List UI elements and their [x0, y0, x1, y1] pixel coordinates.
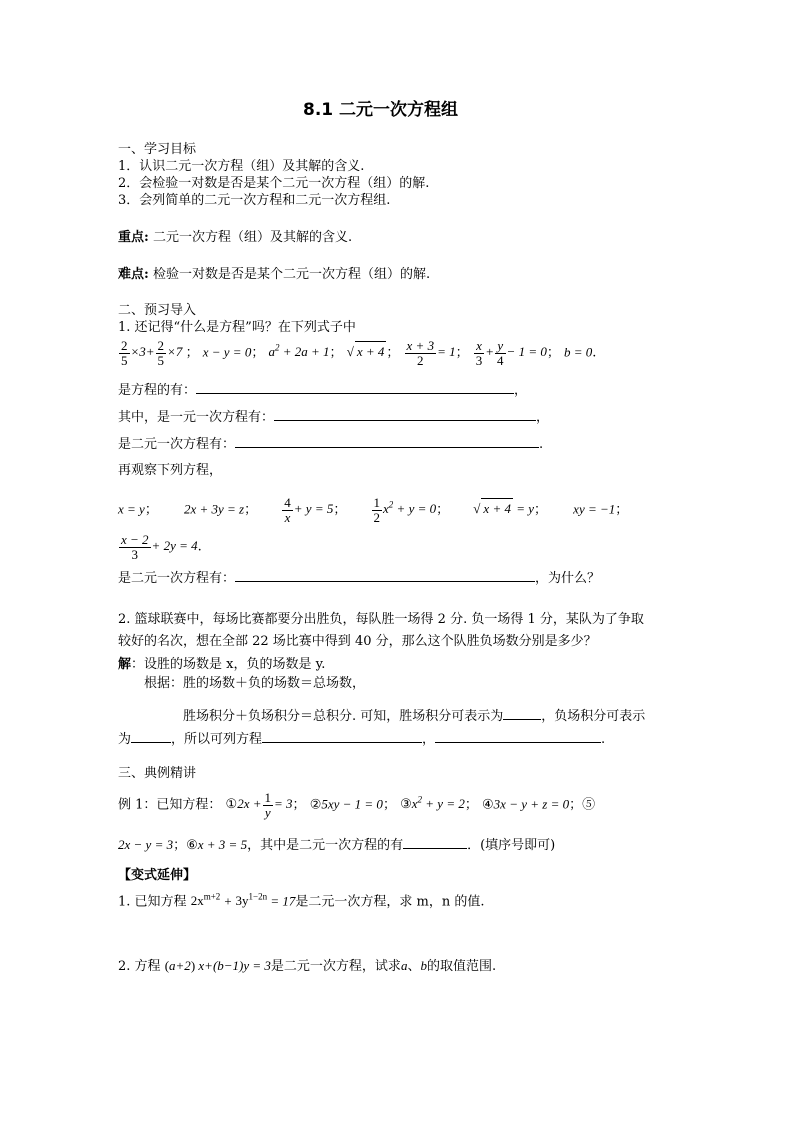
answer-blank-win-score[interactable]: [503, 707, 541, 720]
solution-line: [118, 656, 325, 674]
variant-2: 2. 方程 (a+2) x+(b−1)y = 3是二元一次方程，试求a、b的取值范围.: [118, 958, 497, 974]
answer-label-equations: 是方程的有：: [118, 383, 197, 398]
formula-1e: $\frac{x + 3}{2}$ = 1: [406, 337, 456, 368]
answer-blank-two-var[interactable]: [235, 435, 539, 448]
formula-2e: √ x + 4 = y: [473, 501, 534, 516]
formula-2a: x = y: [118, 501, 145, 517]
example-eq-5: 2x − y = 3: [118, 837, 174, 852]
answer-line-two-var-2: [118, 569, 600, 588]
answer-blank-example-1[interactable]: [403, 836, 467, 849]
formula-1b: x − y = 0: [202, 344, 252, 360]
formula-list-1: $\frac{2}{5}$ ×3+ $\frac{2}{5}$ ×7 ； x − y = 0； $a^2 + 2a + 1$； √ x + 4 ； $\frac{x + 3}{2}$ = 1； $\frac{x}{3}$ + $\frac{y}{4}$ − 1 = 0； b = 0.: [118, 338, 596, 368]
comma: ，: [514, 383, 528, 398]
score-text-c: 为: [118, 732, 132, 747]
variant-2-mid: 是二元一次方程，试求: [270, 959, 401, 974]
key-point: [118, 229, 352, 247]
solution-text: ：设胜的场数是 x，负的场数是 y.: [131, 657, 326, 672]
example-eq-3: $③x^2 + y = 2$: [400, 795, 465, 812]
score-text-f: .: [601, 732, 606, 747]
key-point-text: 二元一次方程（组）及其解的含义.: [152, 230, 353, 245]
score-text-b: ，负场积分可表示: [541, 709, 646, 724]
basis-line: 根据：胜的场数＋负的场数＝总场数，: [144, 676, 366, 691]
observe-text: 再观察下列方程，: [118, 463, 223, 478]
formula-2c: $\frac{4}{x}$ + y = 5: [284, 494, 334, 525]
key-point-label: 重点:: [118, 230, 149, 245]
section-heading-preview: 二、预习导入: [118, 303, 197, 318]
formula-2d: $\frac{1}{2}$ $x^2 + y = 0$: [373, 494, 437, 525]
answer-line-one-var: [118, 408, 549, 427]
answer-line-two-var: [118, 435, 543, 454]
question-2-line-1: 2. 篮球联赛中，每场比赛都要分出胜负，每队胜一场得 2 分. 负一场得 1 分，某队为了争取: [118, 612, 644, 627]
answer-blank-two-var-2[interactable]: [235, 569, 535, 582]
example-1-line-2: 2x − y = 3；⑥x + 3 = 5，其中是二元一次方程的有 ．(填序号即可): [118, 837, 556, 853]
question-2-line-2: 较好的名次，想在全部 22 场比赛中得到 40 分，那么这个队胜负场数分别是多少？: [118, 634, 597, 649]
variant-2-suffix: 的取值范围.: [426, 959, 497, 974]
difficult-point-text: 检验一对数是否是某个二元一次方程（组）的解.: [152, 267, 431, 282]
formula-1f: $\frac{x}{3}$ + $\frac{y}{4}$ − 1 = 0: [475, 337, 547, 368]
answer-blank-lose-score[interactable]: [131, 730, 171, 743]
answer-blank-equation-2[interactable]: [435, 730, 601, 743]
variant-2-sep: 、: [407, 959, 421, 974]
variant-2-equation: (a+2) x+(b−1)y = 3: [164, 958, 271, 973]
variant-1: [118, 888, 485, 911]
section-heading-goals: 一、学习目标: [118, 142, 197, 157]
question-1-intro: 1. 还记得“什么是方程”吗？在下列式子中: [118, 320, 356, 335]
answer-label-one-var: 其中，是一元一次方程有：: [118, 410, 275, 425]
variant-1-prefix: 1. 已知方程: [118, 894, 187, 910]
solution-label: 解: [118, 657, 132, 672]
formula-2g: $\frac{x - 2}{3}$ + 2y = 4: [121, 532, 198, 562]
example-eq-1: ①2x + $\frac{1}{y}$ = 3: [225, 789, 293, 820]
answer-blank-equations[interactable]: [196, 381, 514, 394]
answer-label-two-var-2: 是二元一次方程有：: [118, 571, 236, 586]
example-1-line-1: 例 1：已知方程： ①2x + $\frac{1}{y}$ = 3； ②5xy − 1 = 0； $③x^2 + y = 2$； ④3x − y + z = 0；⑤: [118, 789, 596, 820]
example-1-label: 例 1：已知方程：: [118, 797, 222, 813]
example-eq-6: ⑥x + 3 = 5: [186, 837, 248, 852]
score-text-a: 胜场积分＋负场积分＝总积分. 可知，胜场积分可表示为: [183, 709, 504, 724]
example-hint: ．(填序号即可): [467, 838, 556, 853]
answer-blank-equation-1[interactable]: [262, 730, 422, 743]
goal-item-1: 1．认识二元一次方程（组）及其解的含义.: [118, 159, 365, 174]
difficult-point: [118, 266, 430, 284]
answer-line-equations: [118, 381, 527, 400]
formula-1d: √ x + 4: [347, 344, 387, 359]
formula-2b: 2x + 3y = z: [183, 501, 245, 517]
formula-list-2: x = y； 2x + 3y = z； $\frac{4}{x}$ + y = 5； $\frac{1}{2}$ $x^2 + y = 0$； √ x + 4 = y； xy = −1；: [118, 494, 629, 525]
comma: ，: [536, 410, 550, 425]
example-tail: ，其中是二元一次方程的有: [247, 838, 404, 853]
formula-2f: xy = −1: [573, 501, 616, 517]
section-heading-examples: 三、典例精讲: [118, 766, 197, 781]
variant-1-suffix: 是二元一次方程，求 m，n 的值.: [295, 894, 485, 910]
score-line-1: [183, 707, 645, 726]
formula-1a: $\frac{2}{5}$ ×3+ $\frac{2}{5}$ ×7: [121, 337, 186, 368]
page-title: 8.1 二元一次方程组: [303, 100, 459, 120]
goal-item-3: 3．会列简单的二元一次方程和二元一次方程组.: [118, 193, 391, 208]
example-eq-4: ④3x − y + z = 0: [482, 796, 570, 812]
formula-1g: b = 0: [564, 344, 593, 360]
score-text-d: ，所以可列方程: [171, 732, 263, 747]
formula-list-2-cont: $\frac{x - 2}{3}$ + 2y = 4.: [118, 533, 202, 562]
formula-1c: $a^2 + 2a + 1$: [268, 343, 330, 360]
variant-heading: 【变式延伸】: [118, 868, 197, 883]
variant-2-prefix: 2. 方程: [118, 959, 161, 974]
score-text-e: ，: [422, 732, 436, 747]
difficult-point-label: 难点:: [118, 267, 149, 282]
answer-label-two-var: 是二元一次方程有：: [118, 437, 236, 452]
period: .: [539, 437, 544, 452]
score-line-2: [118, 730, 605, 749]
why-text: ，为什么？: [535, 571, 601, 586]
answer-blank-one-var[interactable]: [274, 408, 536, 421]
example-eq-2: ②5xy − 1 = 0: [309, 796, 383, 812]
variant-1-equation: $2x^{m+2} + 3y^{1-2n} = 17$: [190, 892, 296, 909]
goal-item-2: 2．会检验一对数是否是某个二元一次方程（组）的解.: [118, 176, 430, 191]
